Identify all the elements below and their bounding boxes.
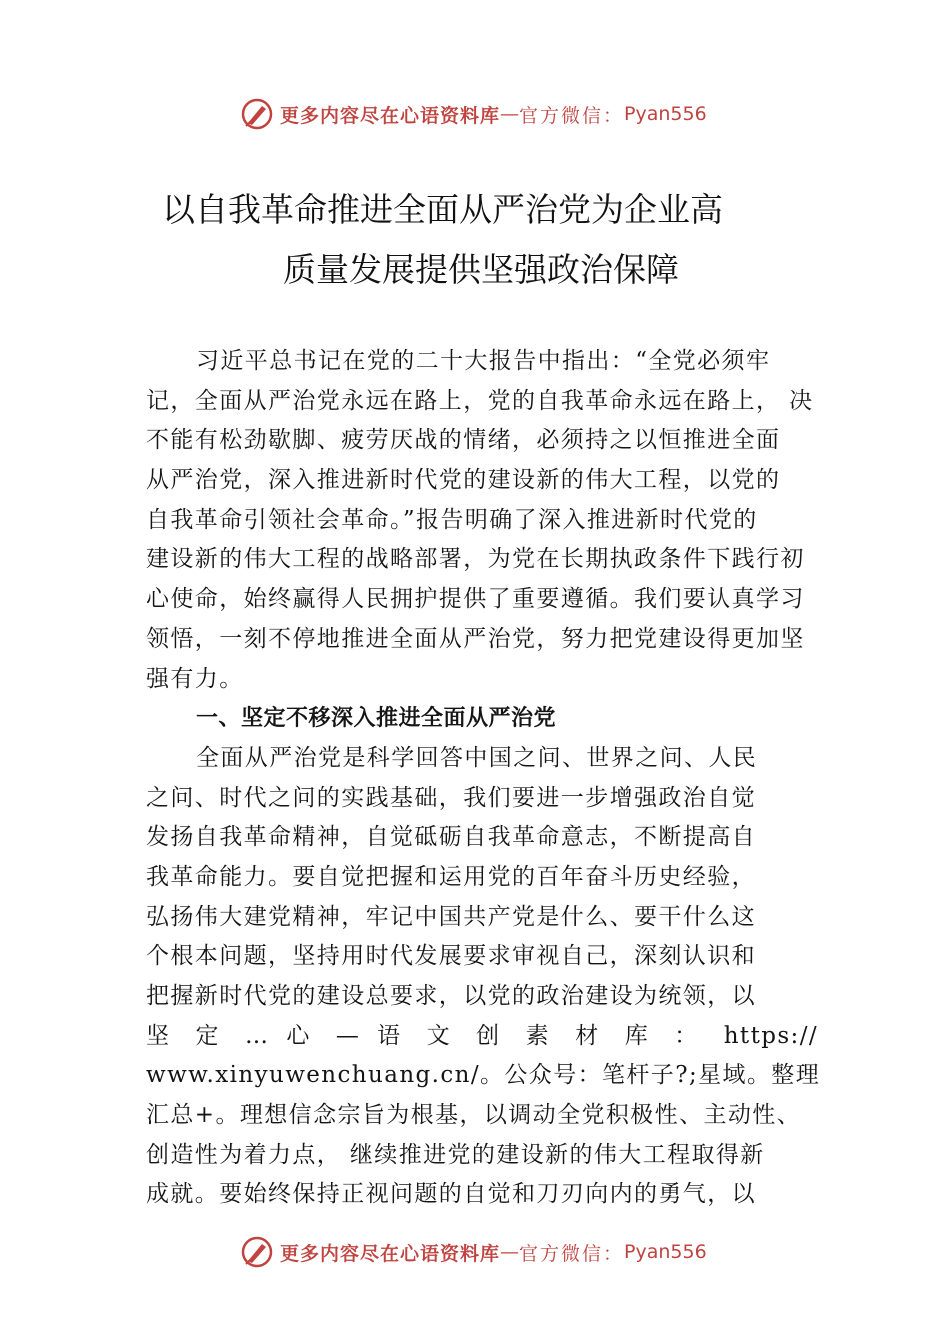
text-line: 个根本问题，坚持用时代发展要求审视自己，深刻认识和 (146, 943, 756, 970)
text-line: 自我革命引领社会革命。”报告明确了深入推进新时代党的 (146, 506, 758, 533)
document-title-line-1: 以自我革命推进全面从严治党为企业高 (162, 190, 723, 229)
text-line: 心使命，始终赢得人民拥护提供了重要遵循。我们要认真学习 (146, 586, 805, 613)
text-line: 汇总+。理想信念宗旨为根基，以调动全党积极性、主动性、 (146, 1102, 802, 1129)
text-line: 建设新的伟大工程的战略部署，为党在长期执政条件下践行初 (146, 546, 805, 573)
text-line: 弘扬伟大建党精神，牢记中国共产党是什么、要干什么这 (146, 903, 756, 930)
document-body (146, 342, 821, 1215)
text-line: 之问、时代之问的实践基础，我们要进一步增强政治自觉 (146, 784, 756, 811)
banner-brand: 更多内容尽在心语资料库 (280, 104, 501, 127)
footer-banner (240, 1232, 760, 1272)
text-line: 强有力。 (146, 665, 244, 692)
text-line: 创造性为着力点， 继续推进党的建设新的伟大工程取得新 (146, 1141, 765, 1168)
banner-wechat-id: Pyan556 (624, 103, 707, 125)
text-line: 领悟，一刻不停地推进全面从严治党，努力把党建设得更加坚 (146, 625, 805, 652)
text-line-watermark: 坚 定 … 心 — 语 文 创 素 材 库 ： https:// (146, 1022, 818, 1049)
text-line: 成就。要始终保持正视问题的自觉和刀刃向内的勇气，以 (146, 1181, 756, 1208)
header-banner (240, 94, 760, 134)
text-line: www.xinyuwenchuang.cn/。公众号：笔杆子?;星域。整理 (146, 1062, 821, 1089)
banner-separator: — (500, 1241, 520, 1263)
pen-seal-icon (240, 97, 274, 131)
banner-separator: — (500, 103, 520, 125)
text-line: 全面从严治党是科学回答中国之问、世界之问、人民 (196, 744, 758, 771)
text-line: 发扬自我革命精神，自觉砥砺自我革命意志，不断提高自 (146, 824, 756, 851)
text-line: 不能有松劲歇脚、疲劳厌战的情绪，必须持之以恒推进全面 (146, 427, 781, 454)
banner-brand: 更多内容尽在心语资料库 (280, 1242, 501, 1265)
banner-wechat-label: 官方微信： (519, 104, 625, 127)
text-line: 我革命能力。要自觉把握和运用党的百年奋斗历史经验， (146, 863, 756, 890)
text-line: 习近平总书记在党的二十大报告中指出：“全党必须牢 (196, 348, 771, 374)
document-title-line-2: 质量发展提供坚强政治保障 (283, 250, 679, 289)
banner-wechat-id: Pyan556 (624, 1241, 707, 1263)
text-line: 把握新时代党的建设总要求，以党的政治建设为统领，以 (146, 983, 756, 1009)
text-line: 从严治党，深入推进新时代党的建设新的伟大工程，以党的 (146, 467, 781, 494)
section-heading: 一、坚定不移深入推进全面从严治党 (196, 706, 557, 732)
pen-seal-icon (240, 1235, 274, 1269)
banner-wechat-label: 官方微信： (519, 1242, 625, 1265)
text-line: 记，全面从严治党永远在路上，党的自我革命永远在路上， 决 (146, 387, 814, 414)
